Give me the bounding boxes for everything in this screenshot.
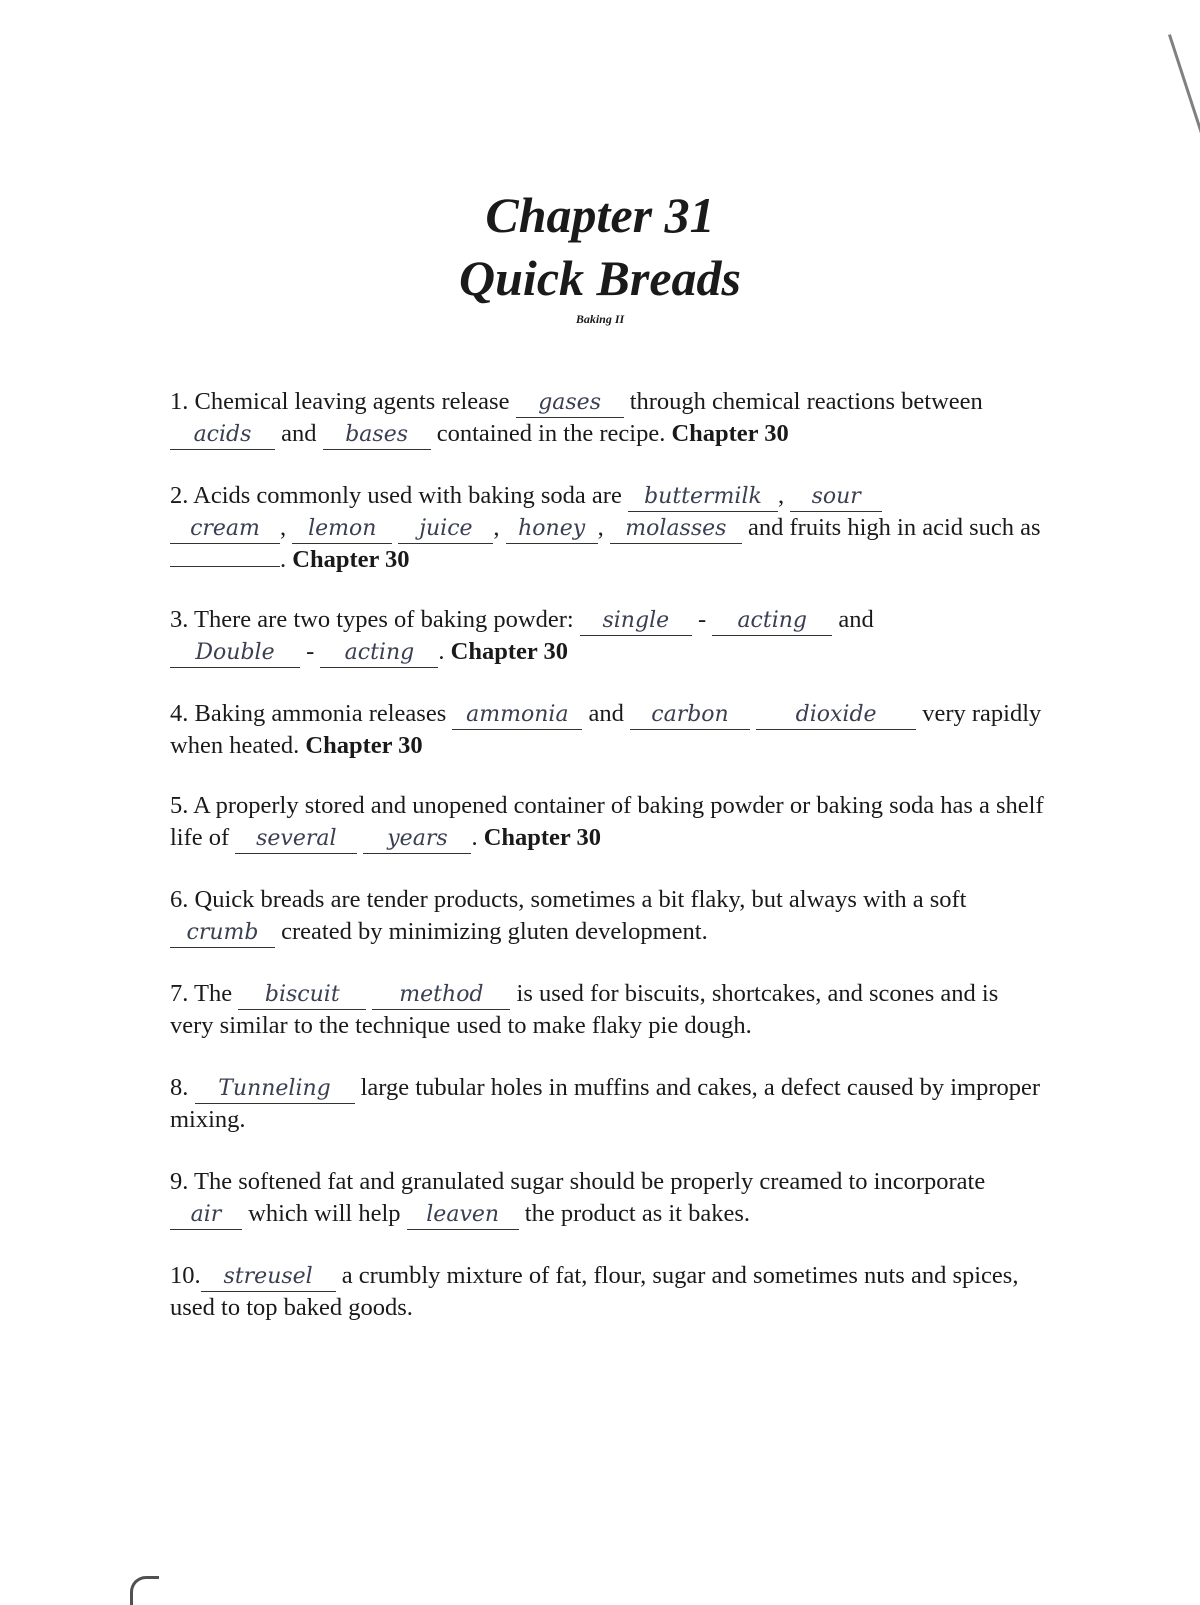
- question-number: 5.: [170, 792, 189, 819]
- question-text: is used for biscuits, shortcakes, and scones and is very similar to the technique used to make flaky pie dough.: [170, 980, 999, 1039]
- question-text: and: [832, 606, 874, 633]
- answer-blank[interactable]: molasses: [610, 515, 742, 544]
- answer-blank[interactable]: Tunneling: [195, 1075, 355, 1104]
- answer-blank[interactable]: crumb: [170, 919, 275, 948]
- question-text: .: [471, 824, 484, 851]
- question-text: through chemical reactions between: [623, 388, 983, 415]
- chapter-reference: Chapter 30: [292, 546, 410, 573]
- question-number: 1.: [170, 388, 189, 415]
- question-text: and: [582, 700, 630, 727]
- answer-blank[interactable]: ammonia: [452, 701, 582, 730]
- answer-blank[interactable]: honey: [506, 515, 598, 544]
- question-8: [170, 1072, 1045, 1136]
- answer-blank[interactable]: gases: [516, 389, 624, 418]
- answer-blank[interactable]: cream: [170, 515, 280, 544]
- answer-blank[interactable]: buttermilk: [628, 483, 778, 512]
- chapter-title: Chapter 31: [485, 187, 715, 243]
- question-1: [170, 386, 1045, 450]
- chapter-subtitle: Quick Breads: [459, 250, 741, 306]
- chapter-reference: Chapter 30: [305, 732, 423, 759]
- question-text: the product as it bakes.: [518, 1200, 750, 1227]
- answer-blank[interactable]: single: [580, 607, 692, 636]
- answer-blank[interactable]: years: [363, 825, 471, 854]
- chapter-reference: Chapter 30: [671, 420, 789, 447]
- question-text: A properly stored and unopened container of baking powder or baking soda has a shelf life of: [170, 792, 1044, 851]
- question-3: [170, 604, 1045, 668]
- question-text: large tubular holes in muffins and cakes, a defect caused by improper mixing.: [170, 1074, 1041, 1133]
- question-text: a crumbly mixture of fat, flour, sugar and sometimes nuts and spices, used to top baked goods.: [170, 1262, 1019, 1321]
- question-text: Baking ammonia releases: [188, 700, 453, 727]
- question-text: -: [300, 638, 321, 665]
- chapter-reference: Chapter 30: [483, 824, 601, 851]
- question-4: [170, 698, 1045, 762]
- answer-blank[interactable]: leaven: [407, 1201, 519, 1230]
- question-number: 7.: [170, 980, 189, 1007]
- question-text: The: [188, 980, 239, 1007]
- question-number: 4.: [170, 700, 189, 727]
- question-text: Quick breads are tender products, sometimes a bit flaky, but always with a soft: [188, 886, 967, 913]
- answer-blank[interactable]: several: [235, 825, 357, 854]
- question-6: [170, 884, 1045, 948]
- question-text: Acids commonly used with baking soda are: [188, 482, 628, 509]
- question-number: 2.: [170, 482, 189, 509]
- answer-blank[interactable]: juice: [398, 515, 493, 544]
- chapter-reference: Chapter 30: [450, 638, 568, 665]
- answer-blank[interactable]: acting: [320, 639, 438, 668]
- question-text: ,: [493, 514, 506, 541]
- question-number: 10.: [170, 1262, 201, 1289]
- question-text: and: [275, 420, 323, 447]
- question-10: [170, 1260, 1045, 1324]
- question-9: [170, 1166, 1045, 1230]
- question-2: [170, 480, 1045, 576]
- answer-blank[interactable]: bases: [323, 421, 431, 450]
- question-text: Chemical leaving agents release: [188, 388, 516, 415]
- answer-blank[interactable]: acids: [170, 421, 275, 450]
- question-text: .: [438, 638, 451, 665]
- question-number: 6.: [170, 886, 189, 913]
- question-text: which will help: [242, 1200, 407, 1227]
- question-number: 3.: [170, 606, 189, 633]
- answer-blank[interactable]: method: [372, 981, 510, 1010]
- question-text: very rapidly when heated.: [170, 700, 1042, 759]
- answer-blank[interactable]: Double: [170, 639, 300, 668]
- question-text: There are two types of baking powder:: [188, 606, 580, 633]
- question-text: contained in the recipe.: [430, 420, 672, 447]
- question-text: ,: [280, 514, 293, 541]
- scan-corner-mark: [130, 1576, 159, 1605]
- question-text: The softened fat and granulated sugar should be properly creamed to incorporate: [188, 1168, 986, 1195]
- question-7: [170, 978, 1045, 1042]
- answer-blank[interactable]: biscuit: [238, 981, 366, 1010]
- answer-blank[interactable]: sour: [790, 483, 882, 512]
- answer-blank[interactable]: lemon: [292, 515, 392, 544]
- question-text: and fruits high in acid such as: [741, 514, 1041, 541]
- question-text: .: [280, 546, 293, 573]
- question-text: ,: [597, 514, 610, 541]
- question-text: created by minimizing gluten development.: [275, 918, 708, 945]
- scan-edge-mark: [1168, 34, 1200, 159]
- question-text: ,: [777, 482, 791, 509]
- question-number: 8.: [170, 1074, 189, 1101]
- answer-blank[interactable]: streusel: [201, 1263, 336, 1292]
- course-label: Baking II: [575, 312, 625, 326]
- answer-blank-empty[interactable]: [170, 566, 280, 567]
- answer-blank[interactable]: dioxide: [756, 701, 916, 730]
- question-text: -: [691, 606, 713, 633]
- question-5: [170, 790, 1045, 854]
- question-number: 9.: [170, 1168, 189, 1195]
- answer-blank[interactable]: acting: [712, 607, 832, 636]
- answer-blank[interactable]: air: [170, 1201, 242, 1230]
- answer-blank[interactable]: carbon: [630, 701, 750, 730]
